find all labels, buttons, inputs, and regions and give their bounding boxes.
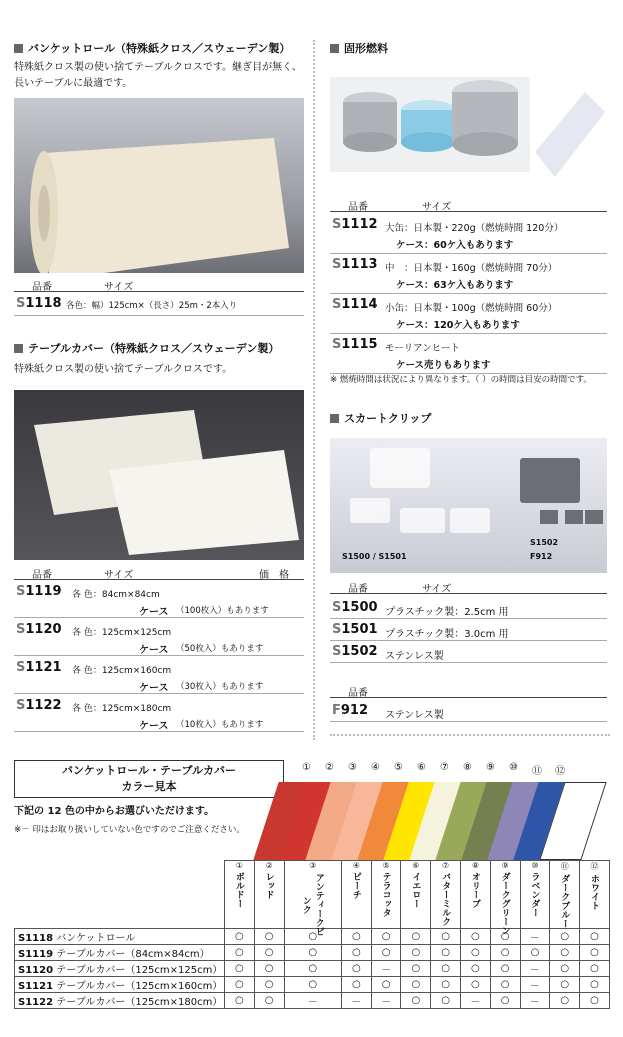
code-number: 1113 [341,257,378,272]
availability-mark: ○ [401,977,431,993]
code-prefix: S [332,337,342,352]
case-label: ケース [139,683,169,694]
product-code [16,660,62,675]
availability-mark: ○ [461,961,491,977]
availability-mark: ○ [550,993,580,1009]
case-text: ケース：60ケ入もあります [396,240,514,251]
row-name: バンケットロール [53,933,136,944]
swatch-number: ① [302,762,311,773]
swatch-number: ⑪ [532,766,542,777]
empty-header-cell [15,861,225,929]
row-code: S1118 [18,933,54,944]
color-name: ラベンダー [529,872,540,917]
availability-mark: ○ [431,929,461,945]
photo-label-s1502: S1502 [530,538,559,547]
availability-mark: ○ [490,961,520,977]
availability-mark: ○ [341,961,371,977]
code-prefix: S [332,217,342,232]
product-code [332,337,378,352]
row-name: テーブルカバー（125cm×125cm） [53,965,223,976]
availability-mark: ○ [225,977,255,993]
color-header-cell [520,861,550,929]
color-header-cell [225,861,255,929]
swatch-number: ⑨ [486,762,495,773]
code-number: 1120 [25,622,62,637]
table-header: 品番 [330,684,607,698]
code-prefix: S [332,644,342,659]
size-text: 各 色：125cm×125cm [72,628,172,638]
swatch-number: ⑩ [509,762,518,773]
color-number: ③ [309,861,317,870]
swatch-number: ② [325,762,334,773]
table-header: 品番 サイズ [14,278,304,292]
code-number: 1115 [341,337,378,352]
code-number: 1122 [25,698,62,713]
availability-mark: － [341,993,371,1009]
availability-mark: ○ [520,945,550,961]
banquet-roll-title: バンケットロール（特殊紙クロス／スウェーデン製） [14,40,290,56]
code-number: 1114 [341,297,378,312]
swatch-number: ④ [371,762,380,773]
color-header-cell [284,861,341,936]
color-name: イエロー [410,872,421,908]
color-number: ⑦ [442,861,450,870]
product-row-s1113 [330,256,607,294]
color-name: バターミルク [440,872,451,926]
code-prefix: S [16,660,26,675]
availability-mark: ○ [490,929,520,945]
availability-mark: ○ [461,945,491,961]
product-code: S1118 [16,296,62,311]
product-code [332,644,378,659]
availability-mark: ○ [550,961,580,977]
photo-label-f912: F912 [530,552,553,561]
row-code: S1119 [18,949,54,960]
availability-mark: － [371,961,401,977]
color-number: ⑨ [501,861,509,870]
availability-mark: ○ [254,977,284,993]
color-number: ② [265,861,273,870]
skirt-clip-photo [330,438,607,573]
color-name: ボルドー [233,872,244,908]
row-name: テーブルカバー（125cm×160cm） [53,981,223,992]
product-name-cell [15,977,225,993]
size-text: 各 色：84cm×84cm [72,590,160,600]
square-bullet-icon [14,344,23,353]
availability-mark: ○ [254,961,284,977]
section-divider [330,734,610,736]
table-header: 品番 サイズ [330,580,607,594]
case-note: （50枚入）もあります [176,644,264,654]
availability-mark: － [461,993,491,1009]
availability-mark: － [520,993,550,1009]
banquet-roll-photo [14,98,304,273]
case-text: ケース：120ケ入もあります [396,320,520,331]
product-name-cell [15,961,225,977]
code-prefix: S [16,584,26,599]
spec-text: プラスチック製：3.0cm 用 [385,629,509,640]
availability-mark: ○ [254,945,284,961]
size-text: 各 色：125cm×160cm [72,666,172,676]
case-note: （100枚入）もあります [176,606,269,616]
skirt-clip-title: スカートクリップ [330,410,431,426]
table-header: 品番 サイズ 価 格 [14,566,304,580]
product-row-s1112 [330,216,607,254]
availability-mark: ○ [490,977,520,993]
case-label: ケース [139,721,169,732]
row-code: S1122 [18,997,54,1008]
table-row [15,929,610,945]
swatch-number: ⑦ [440,762,449,773]
spec-text: ステンレス製 [385,651,444,662]
product-code [16,698,62,713]
product-row-s1115 [330,336,607,374]
availability-mark: ○ [461,929,491,945]
availability-mark: ○ [490,945,520,961]
color-name: ダークブルー [559,874,570,928]
code-prefix: S [332,257,342,272]
availability-mark: ○ [431,945,461,961]
table-cover-photo [14,390,304,560]
availability-mark: ○ [401,961,431,977]
availability-mark: ○ [580,977,610,993]
color-name: レッド [263,872,274,899]
product-row-s1121 [14,658,304,694]
availability-mark: ○ [225,961,255,977]
table-cover-title: テーブルカバー（特殊紙クロス／スウェーデン製） [14,340,279,356]
availability-mark: － [520,961,550,977]
product-code [332,217,378,232]
spec-text: モーリアンヒート [385,343,460,354]
color-name: オリーブ [469,872,480,908]
table-row [15,977,610,993]
table-row [15,961,610,977]
table-row [15,945,610,961]
code-prefix: S [16,698,26,713]
color-number: ⑤ [382,861,390,870]
square-bullet-icon [14,44,23,53]
case-note: （10枚入）もあります [176,720,264,730]
case-label: ケース [139,607,169,618]
availability-mark: ○ [550,945,580,961]
code-number: 1121 [25,660,62,675]
availability-mark: ○ [580,993,610,1009]
color-number: ④ [352,861,360,870]
column-divider [313,40,315,740]
availability-mark: ○ [284,961,341,977]
code-number: 1119 [25,584,62,599]
availability-mark: － [520,929,550,945]
color-number: ⑫ [590,862,599,871]
table-header-row [15,861,610,929]
product-row-s1122 [14,696,304,732]
product-row-s1502 [330,642,607,663]
availability-mark: ○ [580,929,610,945]
color-name: ホワイト [589,874,600,910]
code-prefix: S [332,297,342,312]
product-name-cell [15,945,225,961]
product-row-s1119 [14,582,304,618]
product-row-s1500 [330,598,607,619]
size-text: 各 色：125cm×180cm [72,704,172,714]
code-prefix: S [332,600,342,615]
availability-mark: ○ [401,929,431,945]
swatch-number: ⑫ [555,766,565,777]
availability-mark: ○ [254,993,284,1009]
photo-label-s1500-s1501: S1500 / S1501 [342,552,407,561]
code-number: 1500 [341,600,378,615]
spec-text: 小缶：日本製・100g（燃焼時間 60分） [385,303,558,314]
availability-mark: － [371,993,401,1009]
color-header-cell [401,861,431,929]
color-header-cell [341,861,371,929]
availability-mark: ○ [341,929,371,945]
availability-mark: ○ [490,993,520,1009]
availability-mark: ○ [371,977,401,993]
color-header-cell [254,861,284,929]
color-header-cell [431,861,461,929]
availability-mark: ○ [225,945,255,961]
product-code [16,584,62,599]
swatch-number: ③ [348,762,357,773]
square-bullet-icon [330,414,339,423]
color-desc: 下記の 12 色の中からお選びいただけます。 [14,806,215,817]
color-header-cell [550,861,580,929]
spec-text: プラスチック製：2.5cm 用 [385,607,509,618]
color-number: ⑧ [471,861,479,870]
color-header-cell [580,861,610,929]
product-code [332,600,378,615]
product-name-cell [15,993,225,1009]
burn-time-note: ※ 燃焼時間は状況により異なります。（ ）の時間は目安の時間です。 [330,375,592,385]
table-cover-desc: 特殊紙クロス製の使い捨てテーブルクロスです。 [14,364,233,375]
swatch-number: ⑤ [394,762,403,773]
color-name: ピーチ [350,872,361,899]
case-note: （30枚入）もあります [176,682,264,692]
color-number: ① [235,861,243,870]
product-code [332,257,378,272]
availability-mark: ○ [550,977,580,993]
availability-mark: ○ [225,929,255,945]
code-number: 1112 [341,217,378,232]
product-row-s1501 [330,620,607,641]
product-name-cell [15,929,225,945]
color-name: ダークグリーン [499,872,510,935]
color-number: ⑥ [412,861,420,870]
table-header: 品番 サイズ [330,198,607,212]
availability-mark: － [520,977,550,993]
swatch-number: ⑥ [417,762,426,773]
spec-text: 中 ：日本製・160g（燃焼時間 70分） [385,263,558,274]
case-label: ケース [139,645,169,656]
color-name: テラコッタ [380,872,391,917]
product-row-s1120 [14,620,304,656]
case-text: ケース売りもあります [396,360,491,371]
row-code: S1121 [18,981,54,992]
square-bullet-icon [330,44,339,53]
swatch-number: ⑧ [463,762,472,773]
color-header-cell [490,861,520,935]
code-prefix: S [332,622,342,637]
availability-mark: ○ [284,977,341,993]
availability-mark: ○ [431,993,461,1009]
color-number: ⑩ [531,861,539,870]
product-row-s1114 [330,296,607,334]
color-sample-box-title: バンケットロール・テーブルカバー カラー見本 [14,760,284,798]
product-code [332,297,378,312]
color-header-cell [371,861,401,929]
availability-mark: － [284,993,341,1009]
availability-mark: ○ [461,977,491,993]
table-row [15,993,610,1009]
availability-mark: ○ [431,961,461,977]
availability-mark: ○ [254,929,284,945]
product-row-s1118: S1118 各色：幅）125cm×（長さ）25m・2本入り [14,294,304,316]
product-code [332,622,378,637]
banquet-roll-desc: 特殊紙クロス製の使い捨てテーブルクロスです。継ぎ目が無く、長いテーブルに最適です。 [14,62,302,89]
color-name: アンティークピンク [300,873,324,936]
solid-fuel-title: 固形燃料 [330,40,388,56]
row-code: S1120 [18,965,54,976]
availability-mark: ○ [225,993,255,1009]
case-text: ケース：63ケ入もあります [396,280,514,291]
availability-mark: ○ [341,977,371,993]
availability-mark: ○ [371,945,401,961]
spec-text: 大缶：日本製・220g（燃焼時間 120分） [385,223,564,234]
code-number: 1502 [341,644,378,659]
availability-mark: ○ [431,977,461,993]
solid-fuel-photo [330,62,607,190]
availability-mark: ○ [284,929,341,945]
code-prefix: S [16,622,26,637]
color-note: ※－ 印はお取り扱いしていない色ですのでご注意ください。 [14,825,245,835]
availability-mark: ○ [580,961,610,977]
row-name: テーブルカバー（84cm×84cm） [53,949,210,960]
availability-mark: ○ [284,945,341,961]
row-name: テーブルカバー（125cm×180cm） [53,997,223,1008]
availability-mark: ○ [341,945,371,961]
product-code [16,622,62,637]
availability-mark: ○ [550,929,580,945]
product-row-f912: F912 ステンレス製 [330,700,607,722]
availability-mark: ○ [401,993,431,1009]
availability-mark: ○ [401,945,431,961]
availability-mark: ○ [580,945,610,961]
color-availability-table [14,860,610,1009]
availability-mark: ○ [371,929,401,945]
color-number: ⑪ [560,862,569,871]
code-number: 1501 [341,622,378,637]
color-header-cell [461,861,491,929]
